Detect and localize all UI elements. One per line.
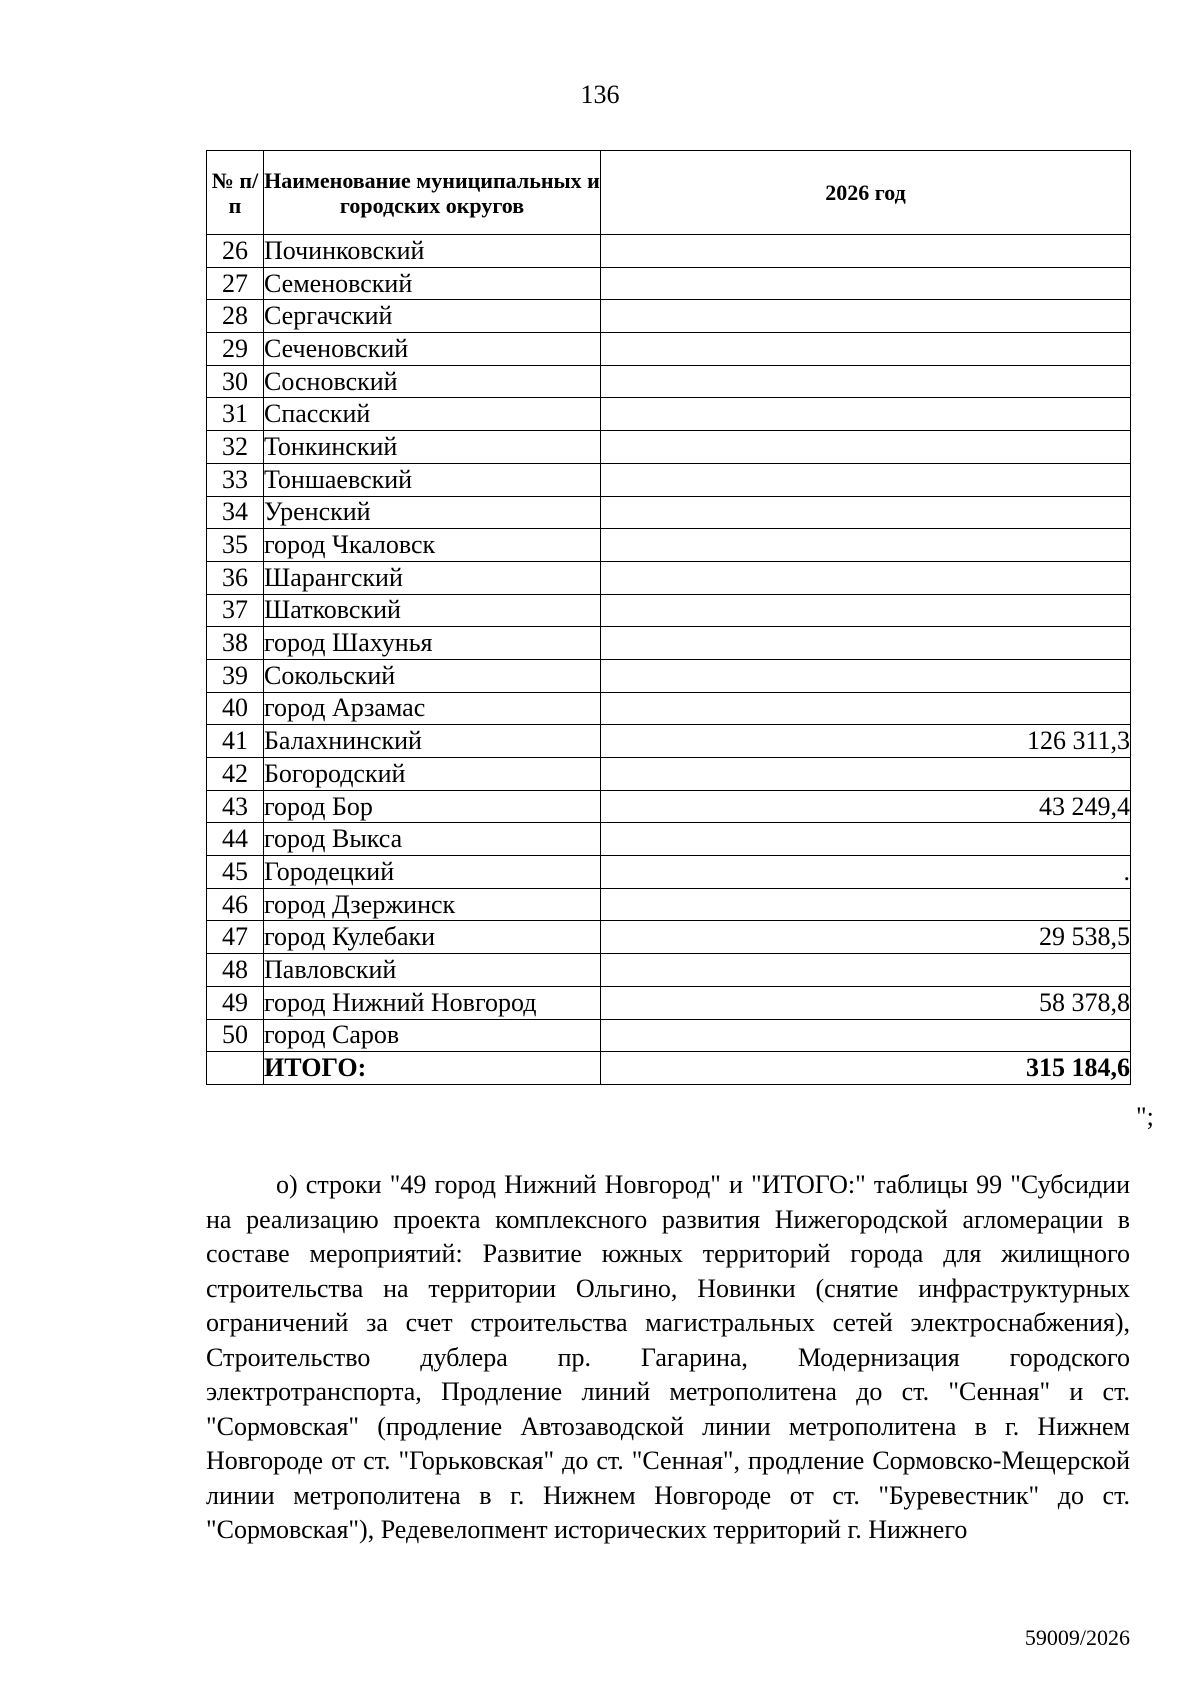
row-number: 44 [207,823,264,856]
row-name: Сосновский [264,365,601,398]
row-number: 31 [207,398,264,431]
row-number: 34 [207,496,264,529]
total-value: 315 184,6 [601,1052,1131,1085]
row-value [601,1019,1131,1052]
table-row [207,823,1131,856]
table-row [207,398,1131,431]
row-value [601,333,1131,366]
row-name: Сокольский [264,659,601,692]
table-row [207,300,1131,333]
row-name: Семеновский [264,267,601,300]
row-value [601,431,1131,464]
row-name: Сеченовский [264,333,601,366]
table-row [207,365,1131,398]
row-value [601,235,1131,268]
row-name: Починковский [264,235,601,268]
row-number: 27 [207,267,264,300]
header-num: № п/п [207,151,264,235]
row-value [601,398,1131,431]
row-number: 50 [207,1019,264,1052]
row-name: Шатковский [264,594,601,627]
row-name: город Кулебаки [264,921,601,954]
total-num [207,1052,264,1085]
row-number: 26 [207,235,264,268]
row-number: 35 [207,529,264,562]
row-name: город Саров [264,1019,601,1052]
table-row [207,267,1131,300]
row-value: . [601,856,1131,889]
row-number: 40 [207,692,264,725]
body-paragraph: о) строки "49 город Нижний Новгород" и "ИТОГО:" таблицы 99 "Субсидии на реализацию проекта комплексного развития Нижегородской агломерации в составе мероприятий: Развитие южных территорий города для жилищного строительства на территории Ольгино, Новинки (снятие инфраструктурных ограничений за счет строительства магистральных сетей электроснабжения), Строительство дублера пр. Гагарина, Модернизация городского электротранспорта, Продление линий метрополитена до ст. "Сенная" и ст. "Сормовская" (продление Автозаводской линии метрополитена в г. Нижнем Новгороде от ст. "Горьковская" до ст. "Сенная", продление Сормовско-Мещерской линии метрополитена в г. Нижнем Новгороде от ст. "Буревестник" до ст. "Сормовская"), Редевелопмент исторических территорий г. Нижнего [206,1170,1130,1544]
row-number: 43 [207,790,264,823]
table-row [207,594,1131,627]
row-value [601,758,1131,791]
table-row [207,692,1131,725]
table-row [207,986,1131,1019]
document-number: 59009/2026 [1024,1625,1130,1650]
row-number: 36 [207,561,264,594]
table-row [207,659,1131,692]
page-number: 136 [580,80,620,109]
row-name: Тоншаевский [264,463,601,496]
row-name: город Шахунья [264,627,601,660]
row-name: Городецкий [264,856,601,889]
table-row [207,1019,1131,1052]
table-row [207,888,1131,921]
row-value [601,888,1131,921]
row-value: 58 378,8 [601,986,1131,1019]
row-value [601,627,1131,660]
total-row [207,1052,1131,1085]
row-value: 126 311,3 [601,725,1131,758]
table-row [207,921,1131,954]
row-number: 38 [207,627,264,660]
table-row [207,790,1131,823]
table-row [207,496,1131,529]
row-number: 30 [207,365,264,398]
row-value [601,529,1131,562]
row-name: Уренский [264,496,601,529]
table-row [207,235,1131,268]
row-name: Тонкинский [264,431,601,464]
row-name: город Бор [264,790,601,823]
row-value [601,594,1131,627]
row-value [601,267,1131,300]
row-number: 41 [207,725,264,758]
table-row [207,856,1131,889]
table-row [207,725,1131,758]
row-number: 48 [207,954,264,987]
table-row [207,431,1131,464]
row-value: 43 249,4 [601,790,1131,823]
row-number: 37 [207,594,264,627]
row-name: город Арзамас [264,692,601,725]
row-name: город Дзержинск [264,888,601,921]
table-body [207,235,1131,1085]
table-row [207,954,1131,987]
row-number: 32 [207,431,264,464]
row-value [601,496,1131,529]
table-row [207,627,1131,660]
row-value [601,561,1131,594]
row-value [601,659,1131,692]
table-row [207,333,1131,366]
table-header-row [207,151,1131,235]
header-year: 2026 год [601,151,1131,235]
row-value [601,823,1131,856]
table-row [207,529,1131,562]
row-value [601,463,1131,496]
total-label: ИТОГО: [264,1052,601,1085]
row-number: 33 [207,463,264,496]
table-row [207,463,1131,496]
row-name: город Чкаловск [264,529,601,562]
row-number: 49 [207,986,264,1019]
row-value: 29 538,5 [601,921,1131,954]
row-number: 45 [207,856,264,889]
row-number: 39 [207,659,264,692]
row-value [601,954,1131,987]
row-number: 28 [207,300,264,333]
table-row [207,561,1131,594]
row-name: Шарангский [264,561,601,594]
row-value [601,692,1131,725]
data-table [206,150,1131,1085]
row-value [601,365,1131,398]
row-name: Павловский [264,954,601,987]
row-name: Сергачский [264,300,601,333]
row-number: 42 [207,758,264,791]
row-value [601,300,1131,333]
row-number: 47 [207,921,264,954]
header-name: Наименование муниципальных и городских округов [264,151,601,235]
row-name: Спасский [264,398,601,431]
closing-quote: "; [1136,1102,1154,1131]
row-name: Богородский [264,758,601,791]
row-number: 46 [207,888,264,921]
row-name: город Выкса [264,823,601,856]
row-name: Балахнинский [264,725,601,758]
row-number: 29 [207,333,264,366]
row-name: город Нижний Новгород [264,986,601,1019]
table-row [207,758,1131,791]
